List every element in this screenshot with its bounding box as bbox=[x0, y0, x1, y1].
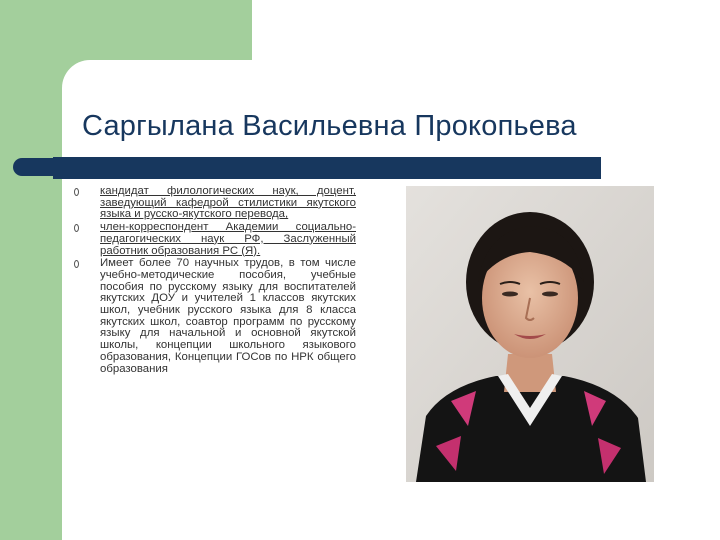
bullet-item bbox=[74, 222, 356, 257]
bullet-item bbox=[74, 258, 356, 375]
portrait-image bbox=[406, 186, 654, 482]
bullet-text: Имеет более 70 научных трудов, в том числе учебно-методические пособия, учебные пособия по русскому языку для воспитателей якутских ДОУ и учителей 1 классов якутских школ, учебник русского языка для 8 класса якутских школ, соавтор программ по русскому языку для начальной и основной якутской школы, концепции школьного языкового образования, Концепции ГОСов по НРК общего образования bbox=[100, 257, 356, 375]
bullet-icon bbox=[74, 260, 79, 268]
bullet-icon bbox=[74, 224, 79, 232]
bullet-text: кандидат филологических наук, доцент, заведующий кафедрой стилистики якутского языка и русско-якутского перевода, bbox=[100, 185, 356, 221]
bullet-text: член-корреспондент Академии социально-педагогических наук РФ, Заслуженный работник образования РС (Я). bbox=[100, 221, 356, 257]
portrait-photo bbox=[406, 186, 654, 482]
title-underline-bar bbox=[13, 157, 601, 177]
slide-title: Саргылана Васильевна Прокопьева bbox=[82, 110, 577, 142]
title-bar-line bbox=[53, 157, 601, 179]
bullet-item bbox=[74, 186, 356, 221]
bullet-list bbox=[74, 186, 356, 376]
bullet-icon bbox=[74, 188, 79, 196]
